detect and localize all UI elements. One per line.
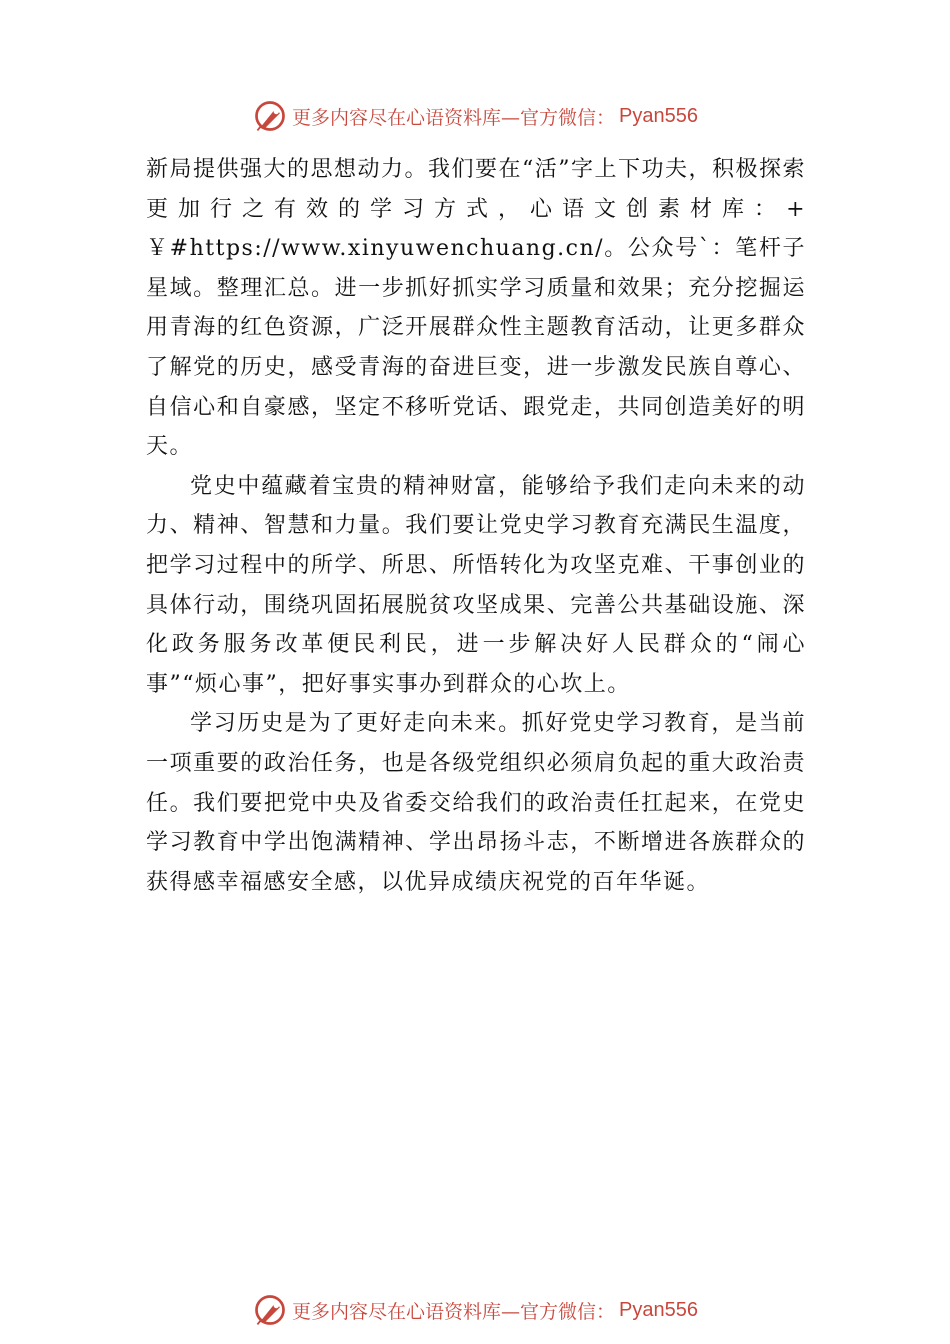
pen-nib-logo-icon	[252, 98, 288, 134]
header-banner	[0, 96, 950, 136]
footer-banner-content	[252, 1292, 698, 1328]
footer-banner	[0, 1290, 950, 1330]
header-wechat-id: Pyan556	[619, 104, 698, 127]
header-banner-text: 更多内容尽在心语资料库—官方微信：	[292, 106, 616, 129]
paragraph-2: 党史中蕴藏着宝贵的精神财富，能够给予我们走向未来的动力、精神、智慧和力量。我们要让党史学习教育充满民生温度，把学习过程中的所学、所思、所悟转化为攻坚克难、干事创业的具体行动，围绕巩固拓展脱贫攻坚成果、完善公共基础设施、深化政务服务改革便民利民，进一步解决好人民群众的“闹心事”“烦心事”，把好事实事办到群众的心坎上。	[146, 473, 806, 697]
paragraph-1: 新局提供强大的思想动力。我们要在“活”字上下功夫，积极探索更加行之有效的学习方式，心语文创素材库：+￥#https://www.xinyuwenchuang.cn/。公众号`：笔杆子星域。整理汇总。进一步抓好抓实学习质量和效果；充分挖掘运用青海的红色资源，广泛开展群众性主题教育活动，让更多群众了解党的历史，感受青海的奋进巨变，进一步激发民族自尊心、自信心和自豪感，坚定不移听党话、跟党走，共同创造美好的明天。	[146, 157, 806, 460]
footer-banner-text: 更多内容尽在心语资料库—官方微信：	[292, 1300, 616, 1323]
header-banner-content	[252, 98, 698, 134]
paragraph-3: 学习历史是为了更好走向未来。抓好党史学习教育，是当前一项重要的政治任务，也是各级党组织必须肩负起的重大政治责任。我们要把党中央及省委交给我们的政治责任扛起来，在党史学习教育中学出饱满精神、学出昂扬斗志，不断增进各族群众的获得感幸福感安全感，以优异成绩庆祝党的百年华诞。	[146, 711, 806, 895]
document-body	[146, 150, 806, 902]
footer-wechat-id: Pyan556	[619, 1298, 698, 1321]
pen-nib-logo-icon	[252, 1292, 288, 1328]
